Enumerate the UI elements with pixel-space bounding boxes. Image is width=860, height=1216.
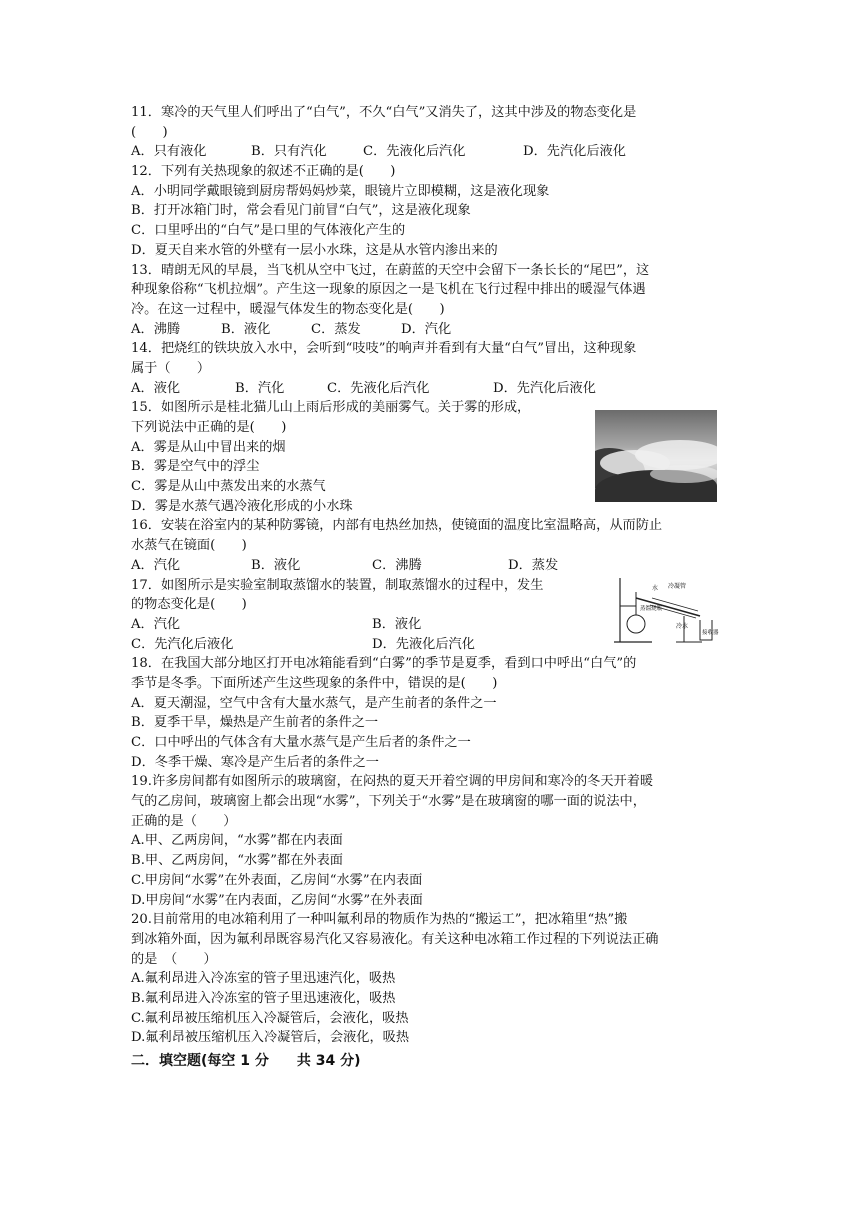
q14-option-d: D．先汽化后液化 xyxy=(493,380,596,396)
q19-option-a: A.甲、乙两房间，“水雾”都在内表面 xyxy=(131,833,343,849)
q14-options xyxy=(131,379,731,399)
q14-stem-line-2: 属于（ ） xyxy=(131,360,211,376)
q14-option-b: B．汽化 xyxy=(235,380,285,396)
q15-option-a: A．雾是从山中冒出来的烟 xyxy=(131,439,286,455)
q16-stem-line-1: 16．安装在浴室内的某种防雾镜，内部有电热丝加热，使镜面的温度比室温略高，从而防止 xyxy=(131,518,663,534)
q11-stem-line-1: 11．寒冷的天气里人们呼出了“白气”，不久“白气”又消失了，这其中涉及的物态变化是 xyxy=(131,105,637,120)
q18-stem-line-2: 季节是冬季。下面所述产生这些现象的条件中，错误的是( ) xyxy=(131,675,498,691)
q12-option-c: C．口里呼出的“白气”是口里的气体液化产生的 xyxy=(131,223,406,239)
q15-stem-line-2: 下列说法中正确的是( ) xyxy=(131,420,287,435)
q19-option-d: D.甲房间“水雾”在内表面，乙房间“水雾”在外表面 xyxy=(131,892,423,908)
q13-stem-line-2: 种现象俗称“飞机拉烟”。产生这一现象的原因之一是飞机在飞行过程中排出的暖湿气体遇 xyxy=(131,282,646,298)
q16-stem-line-2: 水蒸气在镜面( ) xyxy=(131,538,247,554)
q13-stem-line-1: 13．晴朗无风的早晨，当飞机从空中飞过，在蔚蓝的天空中会留下一条长长的“尾巴”，这 xyxy=(131,262,650,278)
q20-option-a: A.氟利昂进入冷冻室的管子里迅速汽化，吸热 xyxy=(131,971,396,987)
q20-stem-line-3: 的是 （ ） xyxy=(131,951,217,967)
q16-option-d: D．蒸发 xyxy=(508,557,559,573)
q11-option-c: C．先液化后汽化 xyxy=(363,144,466,160)
q20-option-b: B.氟利昂进入冷冻室的管子里迅速液化，吸热 xyxy=(131,990,396,1006)
q20-stem-line-2: 到冰箱外面，因为氟利昂既容易汽化又容易液化。有关这种电冰箱工作过程的下列说法正确 xyxy=(131,931,659,947)
q17-stem-line-2: 的物态变化是( ) xyxy=(131,597,247,613)
q20-option-d: D.氟利昂被压缩机压入冷凝管后，会液化，吸热 xyxy=(131,1030,410,1046)
q12-option-d: D．夏天自来水管的外壁有一层小水珠，这是从水管内渗出来的 xyxy=(131,242,498,258)
q20-option-c: C.氟利昂被压缩机压入冷凝管后，会液化，吸热 xyxy=(131,1010,409,1026)
q19-option-b: B.甲、乙两房间，“水雾”都在外表面 xyxy=(131,853,343,869)
q18-option-b: B．夏季干旱，燥热是产生前者的条件之一 xyxy=(131,715,379,731)
q16-option-c: C．沸腾 xyxy=(372,557,422,573)
mountain-fog-photo xyxy=(595,410,717,502)
q19-stem-line-2: 气的乙房间，玻璃窗上都会出现“水雾”，下列关于“水雾”是在玻璃窗的哪一面的说法中， xyxy=(131,794,646,810)
q11-option-a: A．只有液化 xyxy=(131,144,207,160)
q17-option-c: C．先汽化后液化 xyxy=(131,636,234,652)
q16-option-b: B．液化 xyxy=(251,557,301,573)
q15-option-d: D．雾是水蒸气遇冷液化形成的小水珠 xyxy=(131,498,353,514)
q11-option-b: B．只有汽化 xyxy=(251,144,327,160)
q16-option-a: A．汽化 xyxy=(131,557,181,573)
label-distilling-flask: 蒸馏烧瓶 xyxy=(640,606,663,612)
section-heading-fill-in: 二．填空题(每空 1 分 共 34 分) xyxy=(131,1053,361,1069)
q15-option-b: B．雾是空气中的浮尘 xyxy=(131,459,260,475)
q13-option-d: D．汽化 xyxy=(401,321,452,337)
q20-stem-line-1: 20.目前常用的电冰箱利用了一种叫氟利昂的物质作为热的“搬运工”，把冰箱里“热”搬 xyxy=(131,912,628,928)
q19-stem-line-1: 19.许多房间都有如图所示的玻璃窗，在闷热的夏天开着空调的甲房间和寒冷的冬天开着暖 xyxy=(131,774,654,790)
q13-option-a: A．沸腾 xyxy=(131,321,181,337)
q13-option-c: C．蒸发 xyxy=(311,321,361,337)
q15-stem-line-1: 15．如图所示是桂北猫儿山上雨后形成的美丽雾气。关于雾的形成， xyxy=(131,400,531,416)
q12-option-a: A．小明同学戴眼镜到厨房帮妈妈炒菜，眼镜片立即模糊，这是液化现象 xyxy=(131,183,550,199)
q18-option-c: C．口中呼出的气体含有大量水蒸气是产生后者的条件之一 xyxy=(131,735,471,750)
q17-stem-line-1: 17．如图所示是实验室制取蒸馏水的装置，制取蒸馏水的过程中，发生 xyxy=(131,577,544,593)
label-water: 水 xyxy=(652,585,659,592)
q19-option-c: C.甲房间“水雾”在外表面，乙房间“水雾”在内表面 xyxy=(131,872,423,888)
q19-stem-line-3: 正确的是（ ） xyxy=(131,813,237,829)
label-cold-water: 冷水 xyxy=(676,623,689,630)
q18-option-a: A．夏天潮湿，空气中含有大量水蒸气，是产生前者的条件之一 xyxy=(131,695,497,711)
q14-stem-line-1: 14．把烧红的铁块放入水中，会听到“吱吱”的响声并看到有大量“白气”冒出，这种现象 xyxy=(131,341,637,357)
q12-option-b: B．打开冰箱门时，常会看见门前冒“白气”，这是液化现象 xyxy=(131,203,471,219)
q11-options xyxy=(131,142,731,162)
q17-option-b: B．液化 xyxy=(372,616,422,632)
q18-stem-line-1: 18．在我国大部分地区打开电冰箱能看到“白雾”的季节是夏季，看到口中呼出“白气”的 xyxy=(131,656,637,672)
distillation-diagram xyxy=(612,576,732,646)
q13-options xyxy=(131,320,731,340)
q12-stem: 12．下列有关热现象的叙述不正确的是( ) xyxy=(131,164,396,180)
q11-stem-line-2: ( ) xyxy=(131,124,168,140)
q18-option-d: D．冬季干燥、寒冷是产生后者的条件之一 xyxy=(131,754,379,770)
q17-option-a: A．汽化 xyxy=(131,616,181,632)
q17-option-d: D．先液化后汽化 xyxy=(372,636,475,652)
label-condenser: 冷凝管 xyxy=(668,583,687,590)
label-receiver: 接收器 xyxy=(702,630,719,636)
q14-option-c: C．先液化后汽化 xyxy=(327,380,430,396)
q15-option-c: C．雾是从山中蒸发出来的水蒸气 xyxy=(131,479,326,495)
q14-option-a: A．液化 xyxy=(131,380,181,396)
q13-stem-line-3: 冷。在这一过程中，暖湿气体发生的物态变化是( ) xyxy=(131,301,445,317)
q16-options xyxy=(131,556,731,576)
q13-option-b: B．液化 xyxy=(221,321,271,337)
distillation-apparatus-figure xyxy=(612,576,732,646)
q11-option-d: D．先汽化后液化 xyxy=(523,144,626,160)
